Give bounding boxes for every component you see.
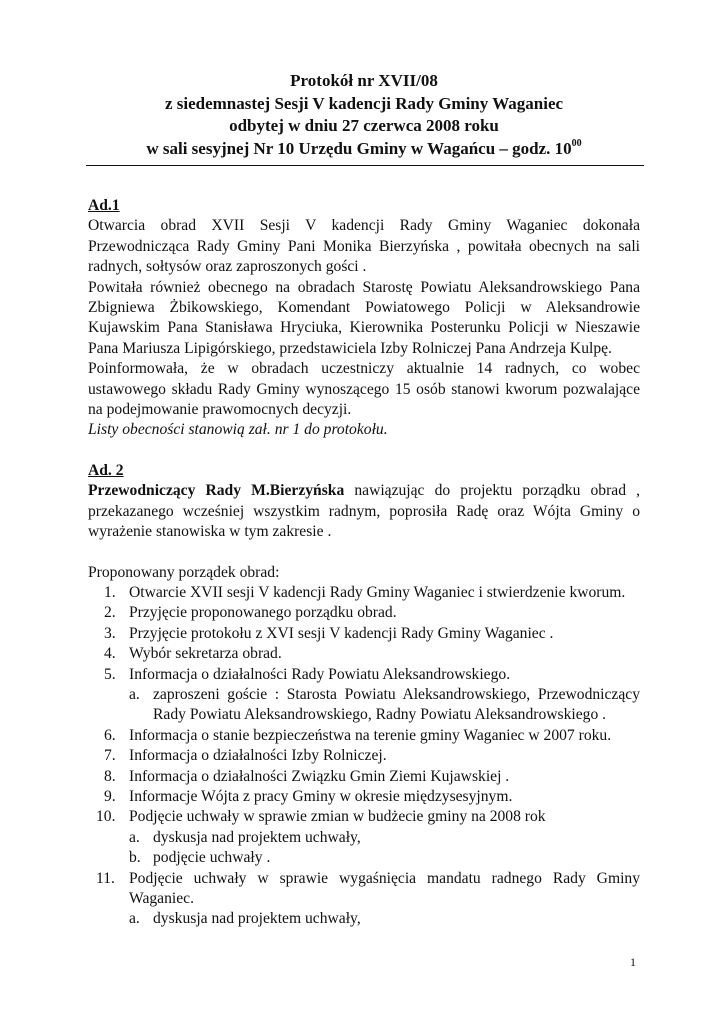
agenda-item <box>88 624 640 644</box>
agenda-subitem <box>129 828 640 848</box>
ad2-text: nawiązując do projektu porządku obrad , przekazanego wcześniej wszystkim radnym, poprosiła Radę oraz Wójta Gminy o wyrażenie stanowiska w tym zakresie . <box>88 482 641 541</box>
agenda-item <box>88 746 640 766</box>
agenda-item <box>88 767 640 787</box>
agenda-intro: Proponowany porządek obrad: <box>88 563 280 581</box>
agenda-item-number: 4. <box>104 645 116 663</box>
agenda-subitem-list <box>129 909 640 929</box>
agenda-item <box>88 726 640 746</box>
agenda-subitem-text: podjęcie uchwały . <box>153 849 271 867</box>
agenda-subitem <box>129 685 640 726</box>
agenda-item-text: Informacja o działalności Rady Powiatu Aleksandrowskiego. <box>129 665 511 683</box>
agenda-item-number: 5. <box>104 665 116 683</box>
agenda-subitem-letter: a. <box>129 828 140 846</box>
protocol-title <box>88 70 640 160</box>
title-line-1: Protokół nr XVII/08 <box>290 71 438 90</box>
agenda-item-number: 7. <box>104 747 116 765</box>
page-number: 1 <box>630 955 636 969</box>
agenda-item <box>88 644 640 664</box>
agenda-item-text: Podjęcie uchwały w sprawie wygaśnięcia mandatu radnego Rady Gminy Waganiec. <box>129 869 640 907</box>
ad1-paragraph-opening: Otwarcia obrad XVII Sesji V kadencji Rady Gminy Waganiec dokonała Przewodnicząca Rady Gminy Pani Monika Bierzyńska , powitała obecnych na sali radnych, sołtysów oraz zaproszonych gości . <box>88 217 640 276</box>
ad2-speaker: Przewodniczący Rady M.Bierzyńska <box>88 482 345 500</box>
agenda-subitem <box>129 909 640 929</box>
agenda-subitem-text: dyskusja nad projektem uchwały, <box>153 910 361 928</box>
agenda-item-text: Informacja o działalności Związku Gmin Ziemi Kujawskiej . <box>129 767 510 785</box>
ad2-heading: Ad. 2 <box>88 461 124 479</box>
agenda-subitem-text: zaproszeni goście : Starosta Powiatu Aleksandrowskiego, Przewodniczący Rady Powiatu Aleksandrowskiego, Radny Powiatu Aleksandrowskiego . <box>153 685 640 724</box>
agenda-item-text: Podjęcie uchwały w sprawie zmian w budżecie gminy na 2008 rok <box>129 808 546 826</box>
agenda-item-number: 6. <box>104 726 116 744</box>
title-line-4 <box>88 138 640 161</box>
agenda-item-text: Otwarcie XVII sesji V kadencji Rady Gminy Waganiec i stwierdzenie kworum. <box>129 583 626 601</box>
title-divider <box>86 165 644 166</box>
agenda-item-text: Przyjęcie protokołu z XVI sesji V kadencji Rady Gminy Waganiec . <box>129 624 554 642</box>
agenda-subitem <box>129 848 640 868</box>
agenda-item-number: 8. <box>104 767 116 785</box>
agenda-item-number: 10. <box>96 808 116 826</box>
agenda-item-number: 1. <box>104 583 116 601</box>
title-line-3: odbytej w dniu 27 czerwca 2008 roku <box>229 116 499 135</box>
agenda-item-text: Informacja o działalności Izby Rolniczej. <box>129 747 387 765</box>
agenda-item <box>88 603 640 623</box>
ad2-paragraph <box>88 481 640 542</box>
ad1-heading: Ad.1 <box>88 197 120 214</box>
agenda-item-number: 9. <box>104 787 116 805</box>
agenda-item-text: Informacje Wójta z pracy Gminy w okresie międzysesyjnym. <box>129 787 513 805</box>
agenda-list <box>88 583 640 930</box>
agenda-subitem-letter: a. <box>129 685 140 703</box>
section-ad2 <box>88 461 640 930</box>
agenda-item <box>88 583 640 603</box>
agenda-subitem-text: dyskusja nad projektem uchwały, <box>153 828 361 846</box>
agenda-item-text: Wybór sekretarza obrad. <box>129 645 282 663</box>
agenda-item <box>88 665 640 726</box>
title-line-4-text: w sali sesyjnej Nr 10 Urzędu Gminy w Wagańcu – godz. 10 <box>146 138 572 158</box>
agenda-item <box>88 869 640 930</box>
agenda-item-text: Informacja o stanie bezpieczeństwa na terenie gminy Waganiec w 2007 roku. <box>129 726 612 744</box>
agenda-item-text: Przyjęcie proponowanego porządku obrad. <box>129 604 397 622</box>
agenda-item-number: 11. <box>96 869 115 887</box>
ad1-paragraph-guests: Powitała również obecnego na obradach Starostę Powiatu Aleksandrowskiego Pana Zbigniewa Żbikowskiego, Komendant Powiatowego Policji w Aleksandrowie Kujawskim Pana Stanisława Hryciuka, Kierownika Posterunku Policji w Nieszawie Pana Mariusza Lipigórskiego, przedstawiciela Izby Rolniczej Pana Andrzeja Kulpę. <box>88 278 640 357</box>
agenda-item-number: 2. <box>104 604 116 622</box>
title-line-2: z siedemnastej Sesji V kadencji Rady Gminy Waganiec <box>164 93 564 113</box>
agenda-item <box>88 807 640 868</box>
ad1-attendance-note: Listy obecności stanowią zał. nr 1 do protokołu. <box>88 421 388 439</box>
document-page <box>88 70 640 930</box>
agenda-item-number: 3. <box>104 624 116 642</box>
section-ad1 <box>88 196 640 441</box>
agenda-subitem-list <box>129 685 640 726</box>
agenda-subitem-letter: b. <box>129 849 141 867</box>
agenda-subitem-list <box>129 828 640 869</box>
agenda-item <box>88 787 640 807</box>
title-time-superscript: 00 <box>571 137 582 149</box>
ad1-paragraph-quorum: Poinformowała, że w obradach uczestniczy aktualnie 14 radnych, co wobec ustawowego składu Rady Gminy wynoszącego 15 osób stanowi kworum pozwalające na podejmowanie prawomocnych decyzji. <box>88 360 640 419</box>
agenda-subitem-letter: a. <box>129 910 140 928</box>
